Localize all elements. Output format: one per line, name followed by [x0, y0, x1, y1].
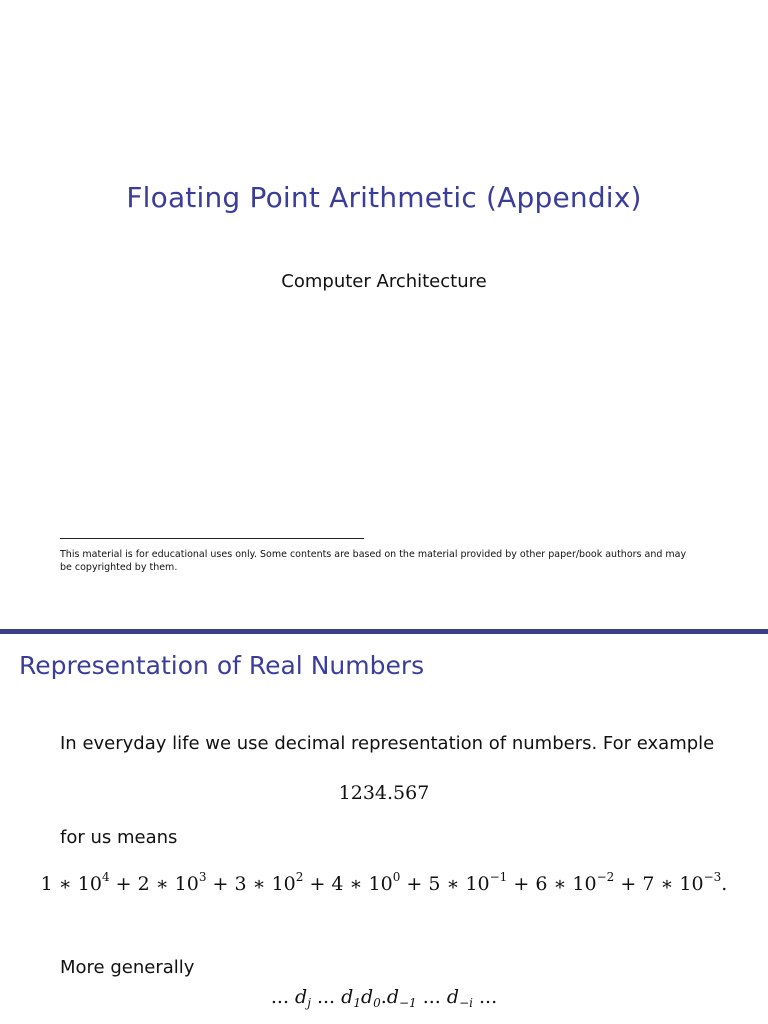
term-coefficient: 3 ∗	[234, 873, 272, 895]
term-base: 10	[465, 873, 490, 895]
footnote-line-1: This material is for educational uses only. Some contents are based on the material provided by other paper/book authors and may	[60, 549, 687, 560]
plus-sign: +	[400, 873, 429, 895]
frame-title: Representation of Real Numbers	[19, 651, 425, 680]
ellipsis: ...	[310, 986, 342, 1008]
expansion-term	[642, 870, 722, 895]
digit-symbol: d	[386, 986, 399, 1008]
term-base: 10	[271, 873, 296, 895]
ellipsis: ...	[472, 986, 498, 1008]
term-coefficient: 2 ∗	[137, 873, 175, 895]
slide-title: Floating Point Arithmetic (Appendix)	[126, 181, 642, 214]
footnote-divider	[60, 538, 364, 539]
term-coefficient: 5 ∗	[428, 873, 466, 895]
term-exponent: 3	[198, 870, 207, 884]
digit-subscript: 0	[373, 996, 381, 1010]
term-exponent: 4	[101, 870, 110, 884]
digit-symbol: d	[341, 986, 354, 1008]
means-text: for us means	[60, 827, 178, 848]
term-coefficient: 4 ∗	[331, 873, 369, 895]
generally-text: More generally	[60, 957, 195, 978]
digit-subscript: j	[307, 996, 311, 1010]
content-slide	[0, 634, 768, 1024]
term-coefficient: 7 ∗	[642, 873, 680, 895]
term-exponent: 2	[295, 870, 304, 884]
term-base: 10	[368, 873, 393, 895]
term-exponent: 0	[392, 870, 401, 884]
footnote	[60, 548, 700, 574]
plus-sign: +	[614, 873, 643, 895]
plus-sign: +	[303, 873, 332, 895]
plus-sign: +	[206, 873, 235, 895]
digit-symbol: d	[295, 986, 308, 1008]
term-base: 10	[572, 873, 597, 895]
ellipsis: ...	[270, 986, 296, 1008]
example-number: 1234.567	[338, 782, 430, 804]
expansion-term	[234, 870, 304, 895]
digit-symbol: d	[360, 986, 374, 1008]
expansion-term	[137, 870, 207, 895]
footnote-line-2: be copyrighted by them.	[60, 562, 178, 573]
digit-subscript: 1	[353, 996, 361, 1010]
general-digit-form	[0, 986, 768, 1008]
expansion-term	[535, 870, 615, 895]
term-base: 10	[174, 873, 199, 895]
expansion-term	[331, 870, 401, 895]
digit-subscript: −1	[398, 996, 417, 1010]
term-base: 10	[679, 873, 704, 895]
expansion-term	[40, 870, 110, 895]
term-exponent: −2	[596, 870, 615, 884]
term-exponent: −3	[703, 870, 722, 884]
ellipsis: ...	[416, 986, 447, 1008]
plus-sign: +	[507, 873, 536, 895]
term-base: 10	[77, 873, 102, 895]
expansion-term	[428, 870, 508, 895]
digit-symbol: d	[446, 986, 460, 1008]
slide-subtitle: Computer Architecture	[281, 271, 487, 292]
term-exponent: −1	[489, 870, 508, 884]
digit-subscript: −i	[459, 996, 473, 1010]
decimal-point: .	[380, 986, 387, 1008]
plus-sign: +	[109, 873, 138, 895]
intro-text: In everyday life we use decimal representation of numbers. For example	[60, 733, 715, 754]
term-coefficient: 1 ∗	[40, 873, 78, 895]
decimal-expansion	[0, 870, 768, 895]
term-coefficient: 6 ∗	[535, 873, 573, 895]
formula-end: .	[721, 873, 728, 895]
